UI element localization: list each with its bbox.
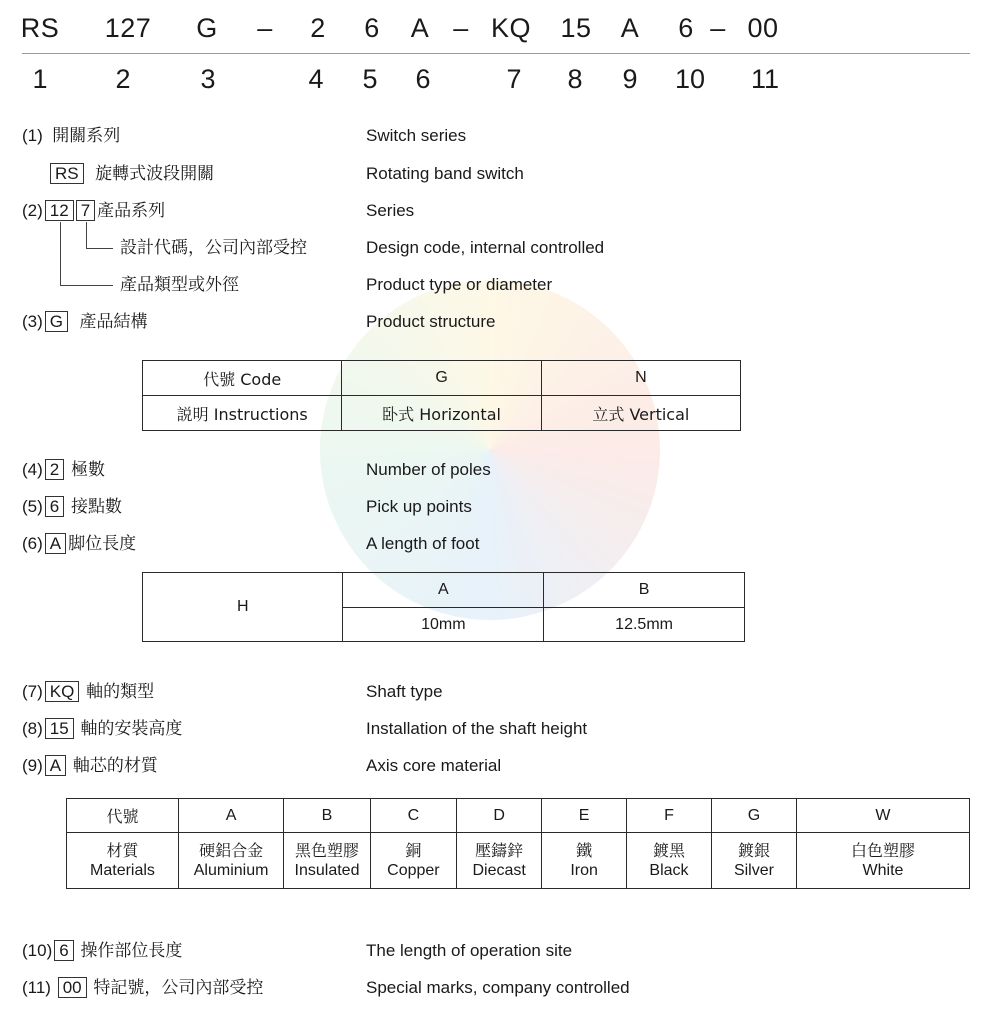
code-token: G: [196, 13, 218, 43]
material-desc-cell: [457, 833, 542, 889]
section-1-english: Switch series: [366, 126, 467, 145]
material-zh: 壓鑄鋅: [475, 840, 524, 860]
structure-horizontal: 卧式 Horizontal: [342, 396, 541, 431]
position-number: 4: [308, 64, 324, 94]
material-code-cell: A: [178, 799, 283, 833]
material-en: Black: [649, 861, 689, 879]
material-code-cell: B: [284, 799, 371, 833]
section-5-english: Pick up points: [366, 497, 472, 516]
material-code-cell: E: [542, 799, 627, 833]
code-token: KQ: [490, 13, 532, 43]
position-number: 1: [32, 64, 48, 94]
material-en: Diecast: [472, 861, 526, 879]
material-en: Aluminium: [193, 861, 269, 879]
material-zh: 鐵: [576, 840, 593, 860]
material-desc-cell: [796, 833, 969, 889]
section-2-sub2-english: Product type or diameter: [366, 275, 553, 294]
position-number: 2: [115, 64, 131, 94]
code-token: 6: [678, 13, 694, 43]
material-en: Iron: [570, 861, 598, 879]
material-zh: 銅: [405, 840, 422, 860]
material-desc-cell: [370, 833, 456, 889]
section-4-english: Number of poles: [366, 460, 491, 479]
section-2-english: Series: [366, 201, 415, 220]
code-token: –: [710, 13, 726, 43]
code-token: 6: [364, 13, 380, 43]
position-number: 7: [506, 64, 522, 94]
section-11-label: (11) 00 特記號，公司內部受控: [22, 978, 264, 998]
section-1-label: (1) 開關系列: [22, 126, 121, 146]
material-zh: 鍍黑: [652, 840, 685, 860]
position-number: 11: [750, 64, 780, 94]
section-2-sub2-label: 產品類型或外徑: [120, 275, 239, 295]
material-en: White: [862, 861, 904, 879]
material-desc-cell: [711, 833, 796, 889]
material-en: Materials: [90, 861, 155, 879]
foot-length-table: [142, 572, 745, 642]
structure-code-g: G: [342, 361, 541, 396]
position-number: 5: [362, 64, 378, 94]
leader-line-product-type: [60, 222, 113, 286]
section-6-label: (6) A 脚位長度: [22, 534, 137, 554]
material-en: Insulated: [294, 861, 360, 879]
code-token: A: [620, 13, 640, 43]
code-token: A: [410, 13, 430, 43]
code-token: –: [257, 13, 273, 43]
foot-table-h-header: H: [143, 573, 343, 642]
position-number: 10: [674, 64, 706, 94]
material-table: [66, 798, 970, 889]
material-desc-row: [67, 833, 970, 889]
code-token: –: [453, 13, 469, 43]
section-3-label: (3) G 產品結構: [22, 312, 148, 332]
section-1-sub-english: Rotating band switch: [366, 164, 524, 183]
structure-code-header: 代號 Code: [143, 361, 342, 396]
material-zh: 黑色塑膠: [295, 840, 360, 860]
position-number: 9: [622, 64, 638, 94]
section-10-label: (10) 6 操作部位長度: [22, 941, 183, 961]
section-9-label: (9) A 軸芯的材質: [22, 756, 158, 776]
material-desc-cell: [67, 833, 179, 889]
section-2-sub1-label: 設計代碼，公司內部受控: [120, 238, 307, 258]
position-number: 6: [415, 64, 431, 94]
foot-table-col-b: B: [544, 573, 745, 608]
section-8-english: Installation of the shaft height: [366, 719, 588, 738]
section-7-english: Shaft type: [366, 682, 443, 701]
section-3-english: Product structure: [366, 312, 496, 331]
header-divider: [22, 53, 970, 54]
material-desc-cell: [542, 833, 627, 889]
material-code-cell: C: [370, 799, 456, 833]
section-2-label: (2) 12 7 產品系列: [22, 201, 166, 221]
section-5-label: (5) 6 接點數: [22, 497, 122, 517]
material-code-cell: W: [796, 799, 969, 833]
position-number: 3: [200, 64, 216, 94]
material-desc-cell: [626, 833, 711, 889]
section-7-label: (7) KQ 軸的類型: [22, 682, 155, 702]
code-token: 15: [560, 13, 592, 43]
foot-table-val-a: 10mm: [343, 608, 544, 642]
material-desc-cell: [284, 833, 371, 889]
code-token: 00: [747, 13, 779, 43]
material-zh: 鍍銀: [737, 840, 770, 860]
material-code-row: [67, 799, 970, 833]
structure-table: [142, 360, 741, 431]
material-code-cell: 代號: [67, 799, 179, 833]
material-desc-cell: [178, 833, 283, 889]
material-zh: 材質: [106, 840, 139, 860]
material-code-cell: F: [626, 799, 711, 833]
material-zh: 硬鋁合金: [199, 840, 264, 860]
structure-instructions-header: 説明 Instructions: [143, 396, 342, 431]
code-token: 2: [310, 13, 326, 43]
section-2-sub1-english: Design code, internal controlled: [366, 238, 605, 257]
section-4-label: (4) 2 極數: [22, 460, 105, 480]
position-number: 8: [567, 64, 583, 94]
code-token: RS: [20, 13, 60, 43]
section-9-english: Axis core material: [366, 756, 502, 775]
section-11-english: Special marks, company controlled: [366, 978, 630, 997]
section-8-label: (8) 15 軸的安裝高度: [22, 719, 183, 739]
material-code-cell: G: [711, 799, 796, 833]
material-en: Copper: [387, 861, 440, 879]
material-code-cell: D: [457, 799, 542, 833]
section-1-sub-label: RS 旋轉式波段開關: [48, 163, 214, 185]
structure-vertical: 立式 Vertical: [541, 396, 740, 431]
foot-table-col-a: A: [343, 573, 544, 608]
section-6-english: A length of foot: [366, 534, 480, 553]
material-zh: 白色塑膠: [850, 840, 915, 860]
material-en: Silver: [733, 861, 774, 879]
foot-table-val-b: 12.5mm: [544, 608, 745, 642]
code-token: 127: [104, 13, 152, 43]
section-10-english: The length of operation site: [366, 941, 573, 960]
structure-code-n: N: [541, 361, 740, 396]
